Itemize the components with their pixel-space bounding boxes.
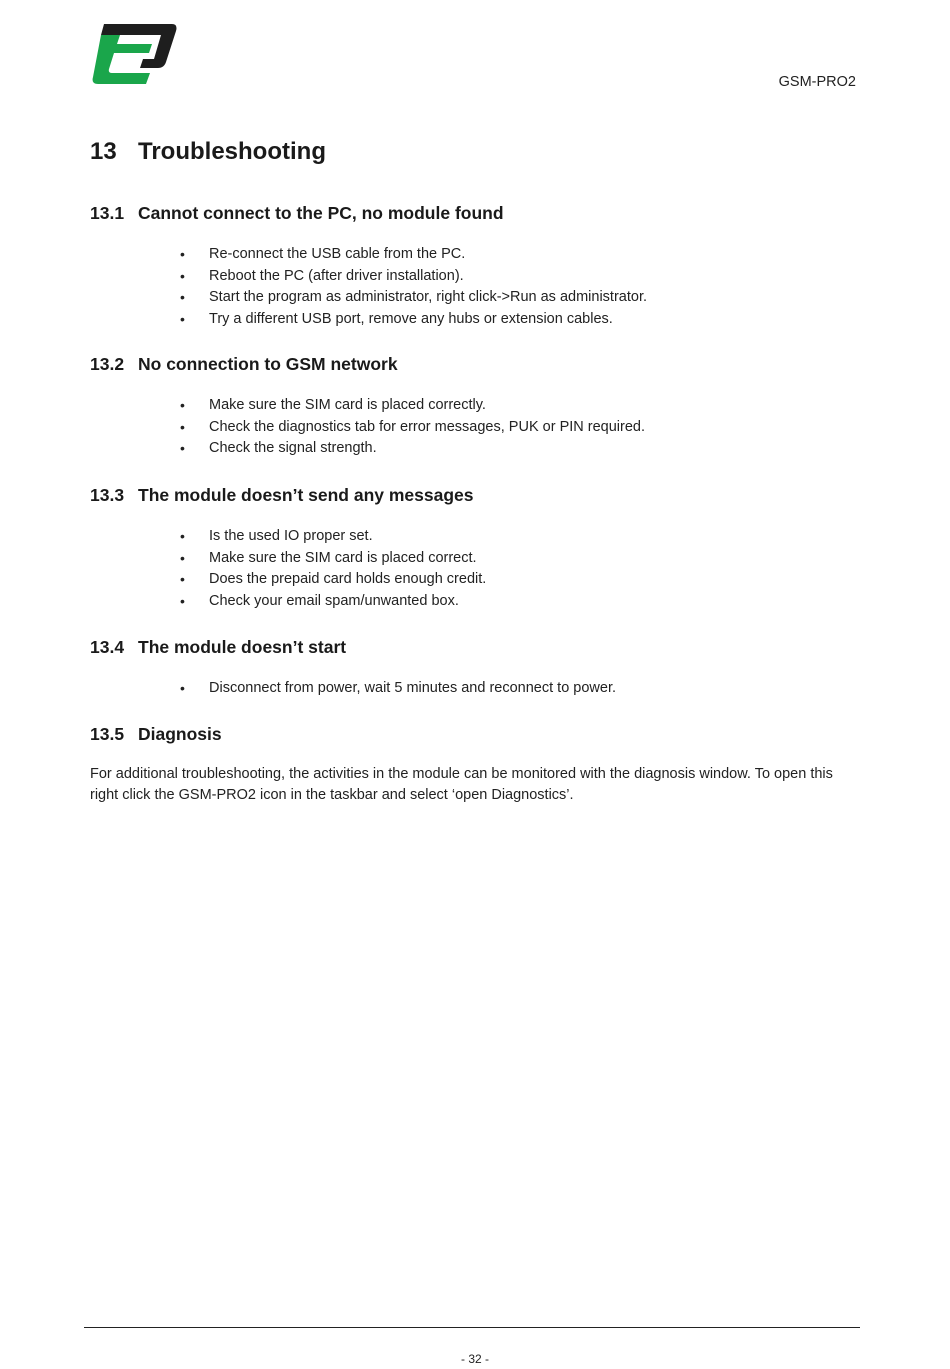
page-title xyxy=(90,138,326,166)
bullet-icon: • xyxy=(180,592,185,609)
chapter-number: 13 xyxy=(90,138,117,165)
section-13-4 xyxy=(90,636,850,700)
bullet-list xyxy=(90,526,850,612)
section-13-2 xyxy=(90,353,850,460)
page-number: - 32 - xyxy=(460,1352,489,1366)
section-heading: 13.5 Diagnosis xyxy=(90,724,222,744)
bullet-icon: • xyxy=(180,267,185,284)
bullet-list xyxy=(90,678,850,700)
bullet-icon: • xyxy=(180,397,185,413)
diagnosis-paragraph: For additional troubleshooting, the activities in the module can be monitored with the diagnosis window. To open this right click the GSM-PRO2 icon in the taskbar and select ‘open Diagnostics’. xyxy=(90,766,833,803)
list-item: • Is the used IO proper set. xyxy=(90,526,850,548)
bullet-icon: • xyxy=(180,680,185,696)
footer-divider xyxy=(84,1327,860,1328)
section-13-5 xyxy=(90,723,850,806)
bullet-list xyxy=(90,244,850,330)
list-item: • Make sure the SIM card is placed correct. xyxy=(90,548,850,570)
company-logo xyxy=(90,22,178,86)
list-item: • Start the program as administrator, right click->Run as administrator. xyxy=(90,287,850,309)
document-id: GSM-PRO2 xyxy=(778,74,856,90)
bullet-icon: • xyxy=(180,528,185,544)
list-item: • Check the diagnostics tab for error messages, PUK or PIN required. xyxy=(90,417,850,439)
list-item: • Disconnect from power, wait 5 minutes and reconnect to power. xyxy=(90,678,850,700)
section-13-1 xyxy=(90,202,850,330)
chapter-title: Troubleshooting xyxy=(138,138,326,165)
section-13-3 xyxy=(90,484,850,612)
bullet-icon: • xyxy=(180,289,185,305)
bullet-icon: • xyxy=(180,571,185,587)
bullet-icon: • xyxy=(180,310,185,327)
list-item: • Try a different USB port, remove any hubs or extension cables. xyxy=(90,309,850,331)
list-item: • Reboot the PC (after driver installation). xyxy=(90,266,850,288)
list-item: • Does the prepaid card holds enough credit. xyxy=(90,569,850,591)
section-heading: 13.2 No connection to GSM network xyxy=(90,354,398,374)
bullet-list xyxy=(90,395,850,460)
bullet-icon: • xyxy=(180,549,185,566)
bullet-icon: • xyxy=(180,418,185,435)
list-item: • Re-connect the USB cable from the PC. xyxy=(90,244,850,266)
list-item: • Check your email spam/unwanted box. xyxy=(90,591,850,613)
section-heading: 13.3 The module doesn’t send any messages xyxy=(90,485,474,505)
section-heading: 13.1 Cannot connect to the PC, no module found xyxy=(90,203,504,223)
bullet-icon: • xyxy=(180,440,185,456)
list-item: • Check the signal strength. xyxy=(90,438,850,460)
list-item: • Make sure the SIM card is placed correctly. xyxy=(90,395,850,417)
bullet-icon: • xyxy=(180,246,185,262)
section-heading: 13.4 The module doesn’t start xyxy=(90,637,347,657)
